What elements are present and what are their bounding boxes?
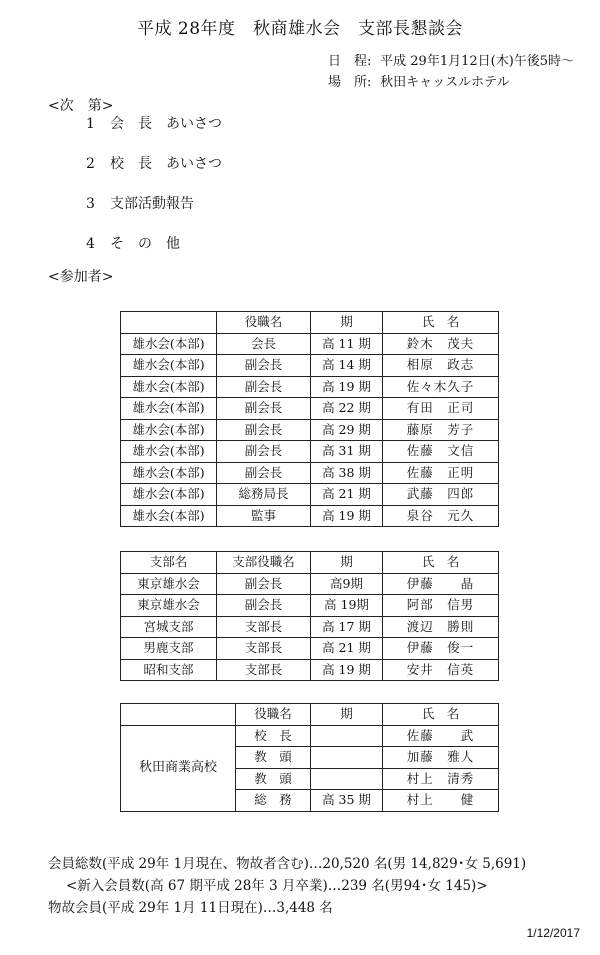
table-header-row — [121, 312, 499, 334]
table-header-row — [121, 704, 499, 726]
table-row — [121, 659, 499, 681]
name-cell: 安井 信英 — [383, 659, 499, 681]
position-cell: 支部長 — [217, 616, 311, 638]
org-cell: 雄水会(本部) — [121, 441, 217, 463]
branches-table — [120, 551, 499, 681]
participants-heading: <参加者> — [48, 269, 114, 285]
table-row — [121, 398, 499, 420]
name-cell: 相原 政志 — [383, 355, 499, 377]
agenda-item-text: 校 長 あいさつ — [110, 156, 222, 172]
document-title: 平成 28年度 秋商雄水会 支部長懇談会 — [136, 19, 464, 39]
class-cell: 高 35 期 — [311, 790, 383, 812]
agenda-item-number: 1 — [86, 116, 95, 132]
class-cell — [311, 768, 383, 790]
branch-cell: 東京雄水会 — [121, 595, 217, 617]
name-cell: 佐々木久子 — [383, 376, 499, 398]
position-cell: 監事 — [217, 505, 311, 527]
header-cell — [121, 312, 217, 334]
position-cell: 支部長 — [217, 638, 311, 660]
name-cell: 村上 健 — [383, 790, 499, 812]
header-cell: 氏 名 — [383, 704, 499, 726]
name-cell: 武藤 四郎 — [383, 484, 499, 506]
table-row — [121, 441, 499, 463]
name-cell: 渡辺 勝則 — [383, 616, 499, 638]
table-row — [121, 355, 499, 377]
class-cell: 高 38 期 — [311, 462, 383, 484]
org-cell: 雄水会(本部) — [121, 462, 217, 484]
name-cell: 村上 清秀 — [383, 768, 499, 790]
position-cell: 副会長 — [217, 355, 311, 377]
name-cell: 佐藤 文信 — [383, 441, 499, 463]
header-cell: 期 — [311, 552, 383, 574]
name-cell: 阿部 信男 — [383, 595, 499, 617]
class-cell: 高 19 期 — [311, 505, 383, 527]
agenda-item — [86, 233, 180, 253]
school-table — [120, 703, 499, 812]
table-row — [121, 376, 499, 398]
schedule-date-line — [328, 50, 574, 69]
agenda-item-text: 会 長 あいさつ — [110, 116, 222, 132]
org-cell: 雄水会(本部) — [121, 419, 217, 441]
position-cell: 副会長 — [217, 595, 311, 617]
table-row — [121, 616, 499, 638]
new-member-line: <新入会員数(高 67 期平成 28年 3 月卒業)…239 名(男94･女 145)> — [66, 878, 488, 894]
schedule-place-line — [328, 71, 510, 90]
class-cell: 高 19 期 — [311, 659, 383, 681]
org-cell: 雄水会(本部) — [121, 484, 217, 506]
branch-cell: 昭和支部 — [121, 659, 217, 681]
agenda-item-number: 2 — [86, 156, 95, 172]
schedule-place-label: 場 所: — [328, 75, 372, 90]
header-cell: 役職名 — [236, 704, 311, 726]
class-cell: 高 31 期 — [311, 441, 383, 463]
agenda-item-number: 4 — [86, 236, 95, 252]
class-cell: 高 22 期 — [311, 398, 383, 420]
name-cell: 伊藤 俊一 — [383, 638, 499, 660]
member-total-line: 会員総数(平成 29年 1月現在、物故者含む)…20,520 名(男 14,829･女 5,691) — [48, 856, 527, 872]
agenda-item — [86, 153, 222, 173]
header-cell: 期 — [311, 312, 383, 334]
org-cell: 雄水会(本部) — [121, 505, 217, 527]
position-cell: 校 長 — [236, 725, 311, 747]
school-name-cell: 秋田商業高校 — [121, 725, 236, 811]
position-cell: 総務局長 — [217, 484, 311, 506]
position-cell: 支部長 — [217, 659, 311, 681]
class-cell: 高 19 期 — [311, 376, 383, 398]
table-header-row — [121, 552, 499, 574]
name-cell: 泉谷 元久 — [383, 505, 499, 527]
schedule-date-label: 日 程: — [328, 54, 372, 69]
header-cell: 支部名 — [121, 552, 217, 574]
schedule-date-value: 平成 29年1月12日(木)午後5時～ — [380, 54, 575, 69]
agenda-item — [86, 193, 194, 213]
class-cell: 高 11 期 — [311, 333, 383, 355]
table-row — [121, 462, 499, 484]
table-row — [121, 725, 499, 747]
position-cell: 教 頭 — [236, 747, 311, 769]
org-cell: 雄水会(本部) — [121, 398, 217, 420]
position-cell: 副会長 — [217, 376, 311, 398]
class-cell: 高9期 — [311, 573, 383, 595]
header-cell: 役職名 — [217, 312, 311, 334]
name-cell: 佐藤 武 — [383, 725, 499, 747]
table-row — [121, 505, 499, 527]
header-cell: 氏 名 — [383, 552, 499, 574]
header-cell: 支部役職名 — [217, 552, 311, 574]
branch-cell: 東京雄水会 — [121, 573, 217, 595]
name-cell: 佐藤 正明 — [383, 462, 499, 484]
org-cell: 雄水会(本部) — [121, 376, 217, 398]
name-cell: 藤原 芳子 — [383, 419, 499, 441]
agenda-item-text: 支部活動報告 — [110, 196, 194, 212]
class-cell — [311, 725, 383, 747]
name-cell: 有田 正司 — [383, 398, 499, 420]
agenda-item — [86, 113, 222, 133]
table-row — [121, 484, 499, 506]
agenda-heading: <次 第> — [48, 98, 114, 114]
table-row — [121, 638, 499, 660]
name-cell: 加藤 雅人 — [383, 747, 499, 769]
class-cell: 高 21 期 — [311, 484, 383, 506]
position-cell: 会長 — [217, 333, 311, 355]
class-cell: 高 19期 — [311, 595, 383, 617]
table-row — [121, 573, 499, 595]
name-cell: 鈴木 茂夫 — [383, 333, 499, 355]
class-cell: 高 29 期 — [311, 419, 383, 441]
class-cell: 高 21 期 — [311, 638, 383, 660]
position-cell: 副会長 — [217, 419, 311, 441]
position-cell: 副会長 — [217, 573, 311, 595]
schedule-place-value: 秋田キャッスルホテル — [380, 75, 510, 90]
branch-cell: 宮城支部 — [121, 616, 217, 638]
position-cell: 副会長 — [217, 441, 311, 463]
headquarters-table — [120, 311, 499, 527]
org-cell: 雄水会(本部) — [121, 355, 217, 377]
deceased-member-line: 物故会員(平成 29年 1月 11日現在)…3,448 名 — [48, 900, 333, 916]
position-cell: 教 頭 — [236, 768, 311, 790]
header-cell: 期 — [311, 704, 383, 726]
agenda-item-text: そ の 他 — [110, 236, 180, 252]
agenda-item-number: 3 — [86, 196, 95, 212]
table-row — [121, 419, 499, 441]
class-cell: 高 17 期 — [311, 616, 383, 638]
class-cell: 高 14 期 — [311, 355, 383, 377]
position-cell: 副会長 — [217, 398, 311, 420]
name-cell: 伊藤 晶 — [383, 573, 499, 595]
branch-cell: 男鹿支部 — [121, 638, 217, 660]
position-cell: 副会長 — [217, 462, 311, 484]
header-cell: 氏 名 — [383, 312, 499, 334]
table-row — [121, 333, 499, 355]
class-cell — [311, 747, 383, 769]
position-cell: 総 務 — [236, 790, 311, 812]
date-stamp: 1/12/2017 — [526, 926, 580, 940]
org-cell: 雄水会(本部) — [121, 333, 217, 355]
table-row — [121, 595, 499, 617]
header-cell — [121, 704, 236, 726]
